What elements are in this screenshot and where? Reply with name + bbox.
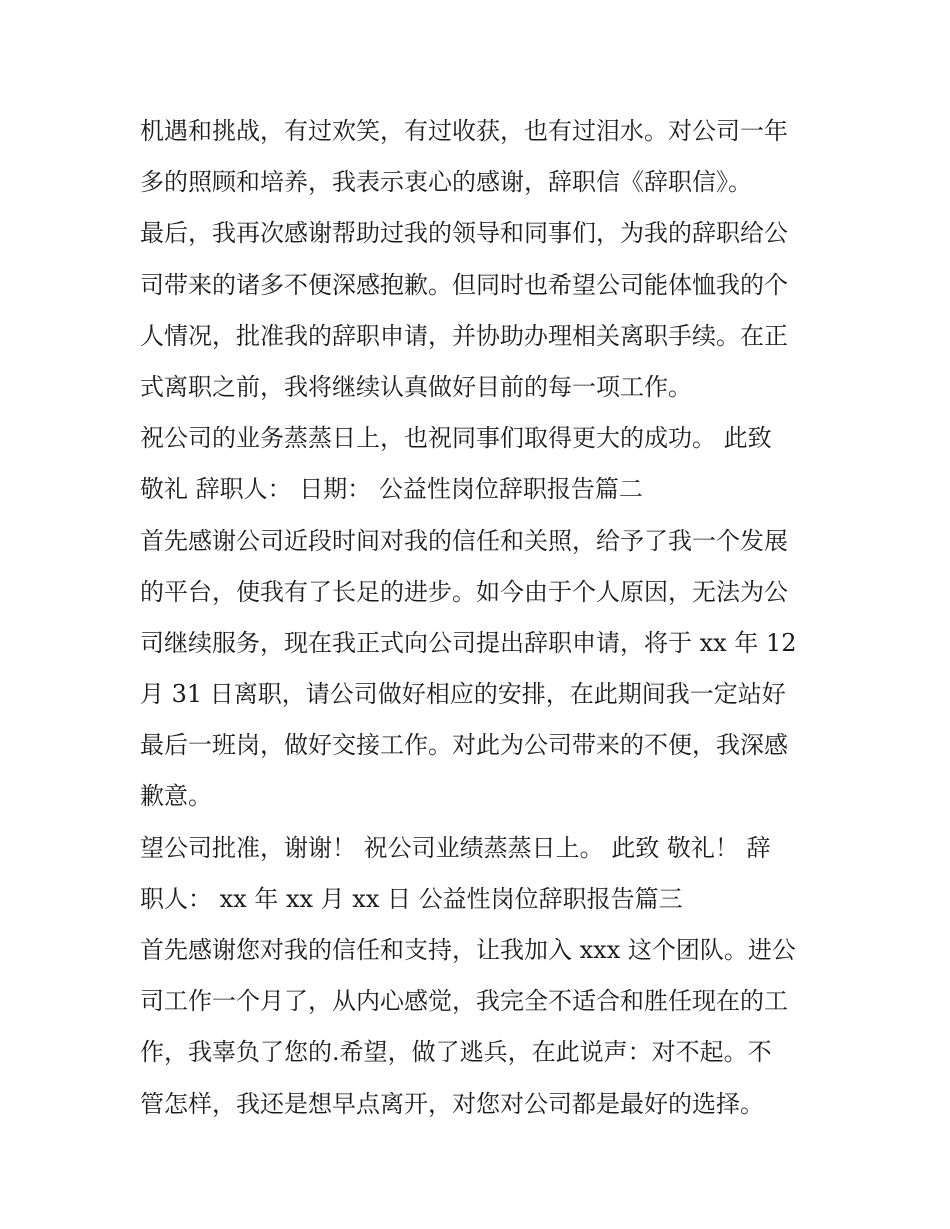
text-line: 职人： xx 年 xx 月 xx 日 公益性岗位辞职报告篇三 (140, 884, 683, 913)
text-line: 祝公司的业务蒸蒸日上，也祝同事们取得更大的成功。 此致 (140, 424, 772, 453)
text-line: 司工作一个月了，从内心感觉，我完全不适合和胜任现在的工 (140, 987, 788, 1016)
text-line: 式离职之前，我将继续认真做好目前的每一项工作。 (140, 372, 692, 401)
text-line: 敬礼 辞职人： 日期： 公益性岗位辞职报告篇二 (140, 475, 643, 504)
text-line: 望公司批准，谢谢！ 祝公司业绩蒸蒸日上。 此致 敬礼！ 辞 (140, 833, 771, 862)
text-line: 机遇和挑战，有过欢笑，有过收获，也有过泪水。对公司一年 (140, 117, 788, 145)
text-line: 司带来的诸多不便深感抱歉。但同时也希望公司能体恤我的个 (140, 270, 788, 299)
text-line: 歉意。 (140, 782, 212, 811)
text-line: 月 31 日离职，请公司做好相应的安排，在此期间我一定站好 (140, 680, 786, 709)
text-line: 最后，我再次感谢帮助过我的领导和同事们，为我的辞职给公 (140, 219, 788, 248)
text-line: 首先感谢您对我的信任和支持，让我加入 xxx 这个团队。进公 (140, 936, 796, 964)
text-line: 作，我辜负了您的.希望，做了逃兵，在此说声：对不起。不 (140, 1038, 772, 1067)
text-line: 最后一班岗，做好交接工作。对此为公司带来的不便，我深感 (140, 731, 788, 760)
text-line: 管怎样，我还是想早点离开，对您对公司都是最好的选择。 (140, 1089, 764, 1118)
text-line: 人情况，批准我的辞职申请，并协助办理相关离职手续。在正 (140, 321, 788, 350)
text-line: 首先感谢公司近段时间对我的信任和关照，给予了我一个发展 (140, 526, 788, 555)
text-line: 司继续服务，现在我正式向公司提出辞职申请，将于 xx 年 12 (140, 628, 797, 657)
text-line: 多的照顾和培养，我表示衷心的感谢，辞职信《辞职信》。 (140, 168, 752, 197)
text-line: 的平台，使我有了长足的进步。如今由于个人原因，无法为公 (140, 577, 788, 606)
document-body (140, 106, 820, 1130)
